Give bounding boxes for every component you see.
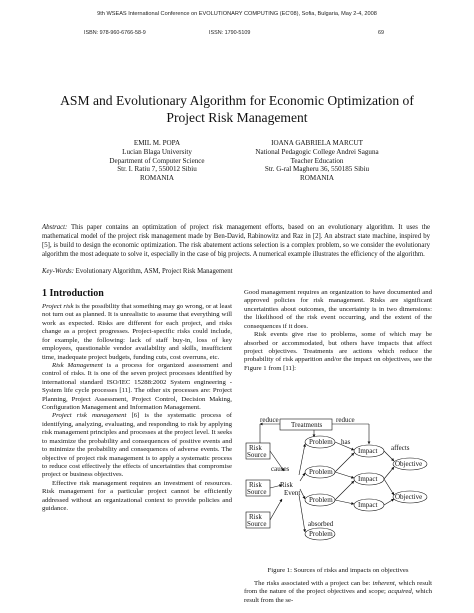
svg-text:Impact: Impact <box>358 447 378 455</box>
svg-text:Risk: Risk <box>249 513 262 521</box>
figure-risk-diagram <box>244 413 434 563</box>
svg-text:Source: Source <box>247 488 267 496</box>
svg-text:Source: Source <box>247 520 267 528</box>
label-has: has <box>341 438 351 446</box>
figure-caption: Figure 1: Sources of risks and impacts on objectives <box>267 567 409 574</box>
label-causes: causes <box>271 465 290 473</box>
svg-text:Problem: Problem <box>309 468 333 476</box>
svg-text:Problem: Problem <box>309 496 333 504</box>
label-risk-event: Event <box>284 489 301 497</box>
page-number: 69 <box>378 30 384 36</box>
label-absorbed: absorbed <box>308 520 334 528</box>
author-2: IOANA GABRIELA MARCUT National Pedagogic College Andrei Saguna Teacher Education Str. G-ral Magheru 36, 550185 Sibiu ROMANIA <box>232 139 402 183</box>
label-risk-event: Risk <box>280 481 293 489</box>
section-heading: 1 Introduction <box>42 288 104 299</box>
keywords: Key-Words: Evolutionary Algorithm, ASM, Project Risk Management <box>42 268 233 275</box>
right-column <box>244 289 432 373</box>
svg-text:Objective: Objective <box>395 493 423 501</box>
label-reduce: reduce <box>336 416 355 424</box>
author-name: EMIL M. POPA <box>133 139 181 147</box>
svg-text:Impact: Impact <box>358 475 378 483</box>
paragraph: Good management requires an organization to have documented and approved policies for risk management. Risks are significant uncertainties about outcomes, the uncertainty is in two dimensions: the likelihood of the risk event occurring, and the extent of the consequences if it does. <box>244 289 432 330</box>
svg-text:Risk: Risk <box>249 444 262 452</box>
svg-text:Objective: Objective <box>395 460 423 468</box>
label-affects: affects <box>391 444 410 452</box>
svg-text:Impact: Impact <box>358 501 378 509</box>
paragraph: Risk events give rise to problems, some of which may be absorbed or accommodated, but others have impacts that affect project objectives. Treatments are actions which reduce the probability of risk apparition and/or the impact on objectives, see the Figure 1 from [11]: <box>244 331 432 372</box>
left-column <box>42 303 232 514</box>
paper-title: ASM and Evolutionary Algorithm for Economic Optimization of Project Risk Management <box>60 93 414 125</box>
right-column-tail <box>244 580 432 605</box>
label-reduce: reduce <box>260 416 279 424</box>
label-treatments: Treatments <box>291 421 323 429</box>
author-1: EMIL M. POPA Lucian Blaga University Department of Computer Science Str. I. Ratiu 7, 550012 Sibiu ROMANIA <box>92 139 222 183</box>
paragraph: Project risk management [6] is the systematic process of identifying, analyzing, evaluating, and responding to risk by applying risk management principles and processes at the project level. It seeks to maximize the probability and consequences of positive events and to minimize the probability and consequences of adverse events. The objective of project risk management is to apply a systematic process to reduce cost effectively the effects of uncertainties that compromise project or business objectives. <box>42 412 233 479</box>
abstract: Abstract: This paper contains an optimization of project risk management efforts, based on an evolutionary algorithm. It uses the mathematical model of the project risk management made by Ben-David, Rabinowitz and Raz in [2]. An abstract state machine, inspired by [5], is build to design the economic optimization. The risk abatement actions selection is a complex problem, so we consider the evolutionary algorithm the most adequate to solve it, especially in the case of big projects. A numerical example illustrates the efficiency of the algorithm. <box>42 224 430 259</box>
svg-text:Source: Source <box>247 451 267 459</box>
author-name: IOANA GABRIELA MARCUT <box>271 139 363 147</box>
paragraph: Project risk is the possibility that something may go wrong, or at least not turn out as planned. It is unrealistic to assume that everything will work as expected. Risks are different for each project, and risks change as a project progresses. Project-specific risks could include, for example, the following: lack of staff buy-in, loss of key employees, questionable vendor availability and skills, insufficient time, inadequate project budgets, funding cuts, cost overruns, etc. <box>42 303 233 361</box>
svg-text:Problem: Problem <box>309 438 333 446</box>
running-header: 9th WSEAS International Conference on EVOLUTIONARY COMPUTING (EC'08), Sofia, Bulgaria, May 2-4, 2008 <box>97 11 377 17</box>
paragraph: The risks associated with a project can be: inherent, which result from the nature of the project objectives and scope; acquired, which result from the se- <box>244 580 433 604</box>
isbn: ISBN: 978-960-6766-58-9 <box>84 30 146 36</box>
svg-text:Risk: Risk <box>249 481 262 489</box>
paragraph: Effective risk management requires an investment of resources. Risk management for a particular project cannot be efficiently addressed without an organizational context to provide policies and guidance. <box>42 479 232 513</box>
svg-text:Problem: Problem <box>309 530 333 538</box>
paragraph: Risk Management is a process for organized assessment and control of risks. It is one of the seven project processes identified by international standard ISO/IEC 15288:2002 System engineering - System life cycle processes [11]. The other six processes are: Project Planning, Project Assessment, Project Control, Decision Making, Configuration Management and Information Management. <box>42 361 232 412</box>
issn: ISSN: 1790-5109 <box>209 30 251 36</box>
